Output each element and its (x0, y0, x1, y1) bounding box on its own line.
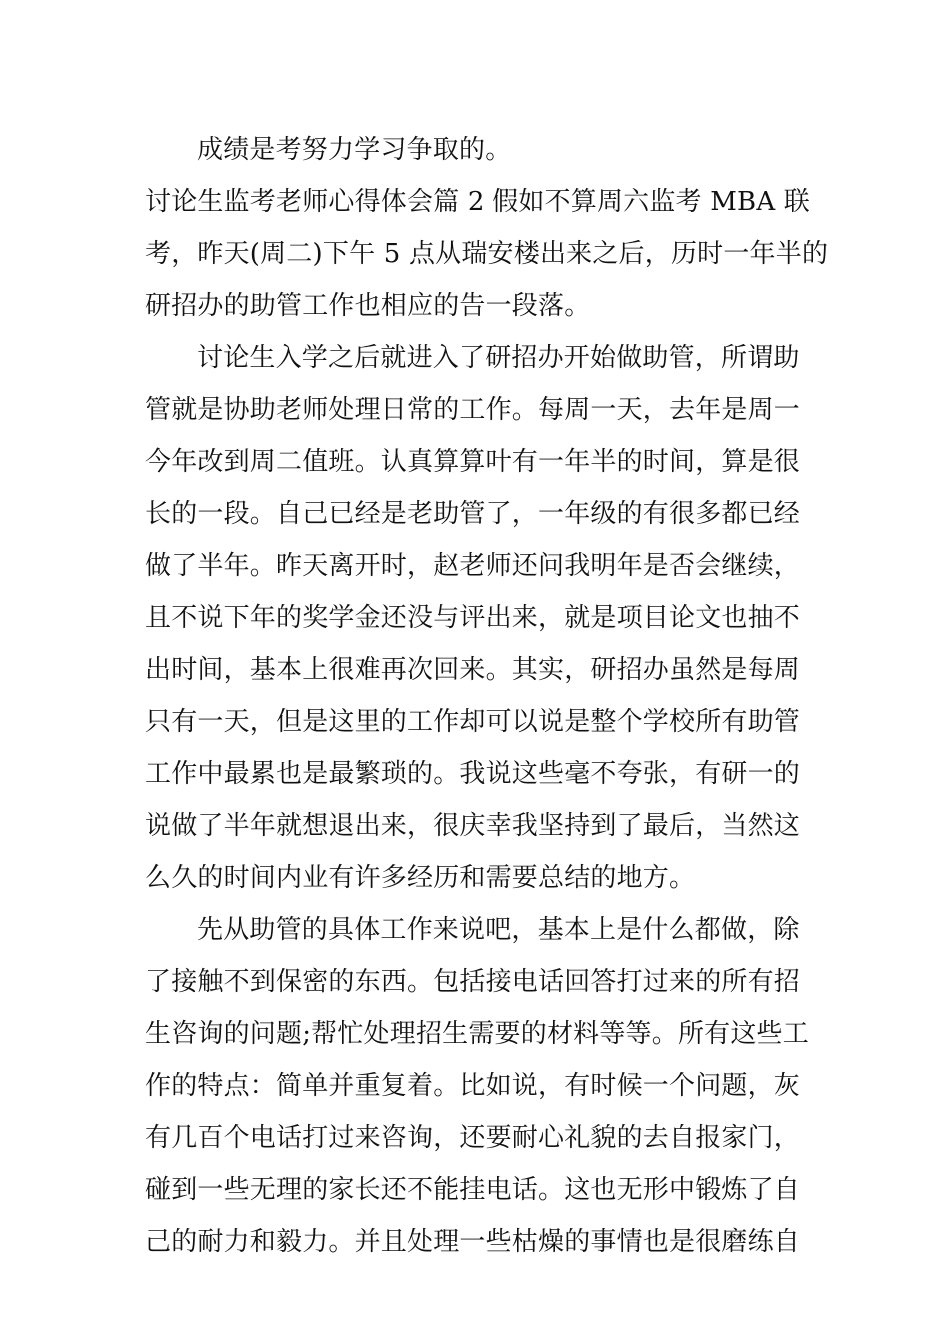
article-title: 讨论生监考老师心得体会篇 2 (145, 187, 485, 217)
paragraph-line: 成绩是考努力学习争取的。 (197, 135, 512, 165)
paragraph-line: 工作中最累也是最繁琐的。我说这些毫不夸张，有研一的 (145, 759, 801, 789)
paragraph-line: 了接触不到保密的东西。包括接电话回答打过来的所有招 (145, 967, 801, 997)
paragraph-line: 只有一天，但是这里的工作却可以说是整个学校所有助管 (145, 707, 801, 737)
paragraph-line: 碰到一些无理的家长还不能挂电话。这也无形中锻炼了自 (145, 1175, 801, 1205)
paragraph-line: 研招办的助管工作也相应的告一段落。 (145, 291, 591, 321)
paragraph-line: 作的特点：简单并重复着。比如说，有时候一个问题，灰 (145, 1071, 801, 1101)
paragraph-line: 说做了半年就想退出来，很庆幸我坚持到了最后，当然这 (145, 811, 801, 841)
paragraph-line: 管就是协助老师处理日常的工作。每周一天，去年是周一 (145, 395, 801, 425)
paragraph-line: 假如不算周六监考 MBA 联 (492, 187, 810, 217)
paragraph-line: 讨论生入学之后就进入了研招办开始做助管，所谓助 (197, 343, 800, 373)
paragraph-line: 先从助管的具体工作来说吧，基本上是什么都做，除 (197, 915, 800, 945)
paragraph-line: 么久的时间内业有许多经历和需要总结的地方。 (145, 863, 696, 893)
paragraph-line: 今年改到周二值班。认真算算叶有一年半的时间，算是很 (145, 447, 801, 477)
paragraph-line: 出时间，基本上很难再次回来。其实，研招办虽然是每周 (145, 655, 801, 685)
paragraph-line: 长的一段。自己已经是老助管了，一年级的有很多都已经 (145, 499, 801, 529)
paragraph-line: 且不说下年的奖学金还没与评出来，就是项目论文也抽不 (145, 603, 801, 633)
paragraph-line: 做了半年。昨天离开时，赵老师还问我明年是否会继续， (145, 551, 801, 581)
paragraph-line: 己的耐力和毅力。并且处理一些枯燥的事情也是很磨练自 (145, 1227, 801, 1257)
paragraph-line: 有几百个电话打过来咨询，还要耐心礼貌的去自报家门， (145, 1123, 801, 1153)
paragraph-line: 考，昨天(周二)下午 5 点从瑞安楼出来之后，历时一年半的 (145, 239, 829, 269)
heading-line (145, 176, 810, 228)
paragraph-line: 生咨询的问题;帮忙处理招生需要的材料等等。所有这些工 (145, 1019, 809, 1049)
